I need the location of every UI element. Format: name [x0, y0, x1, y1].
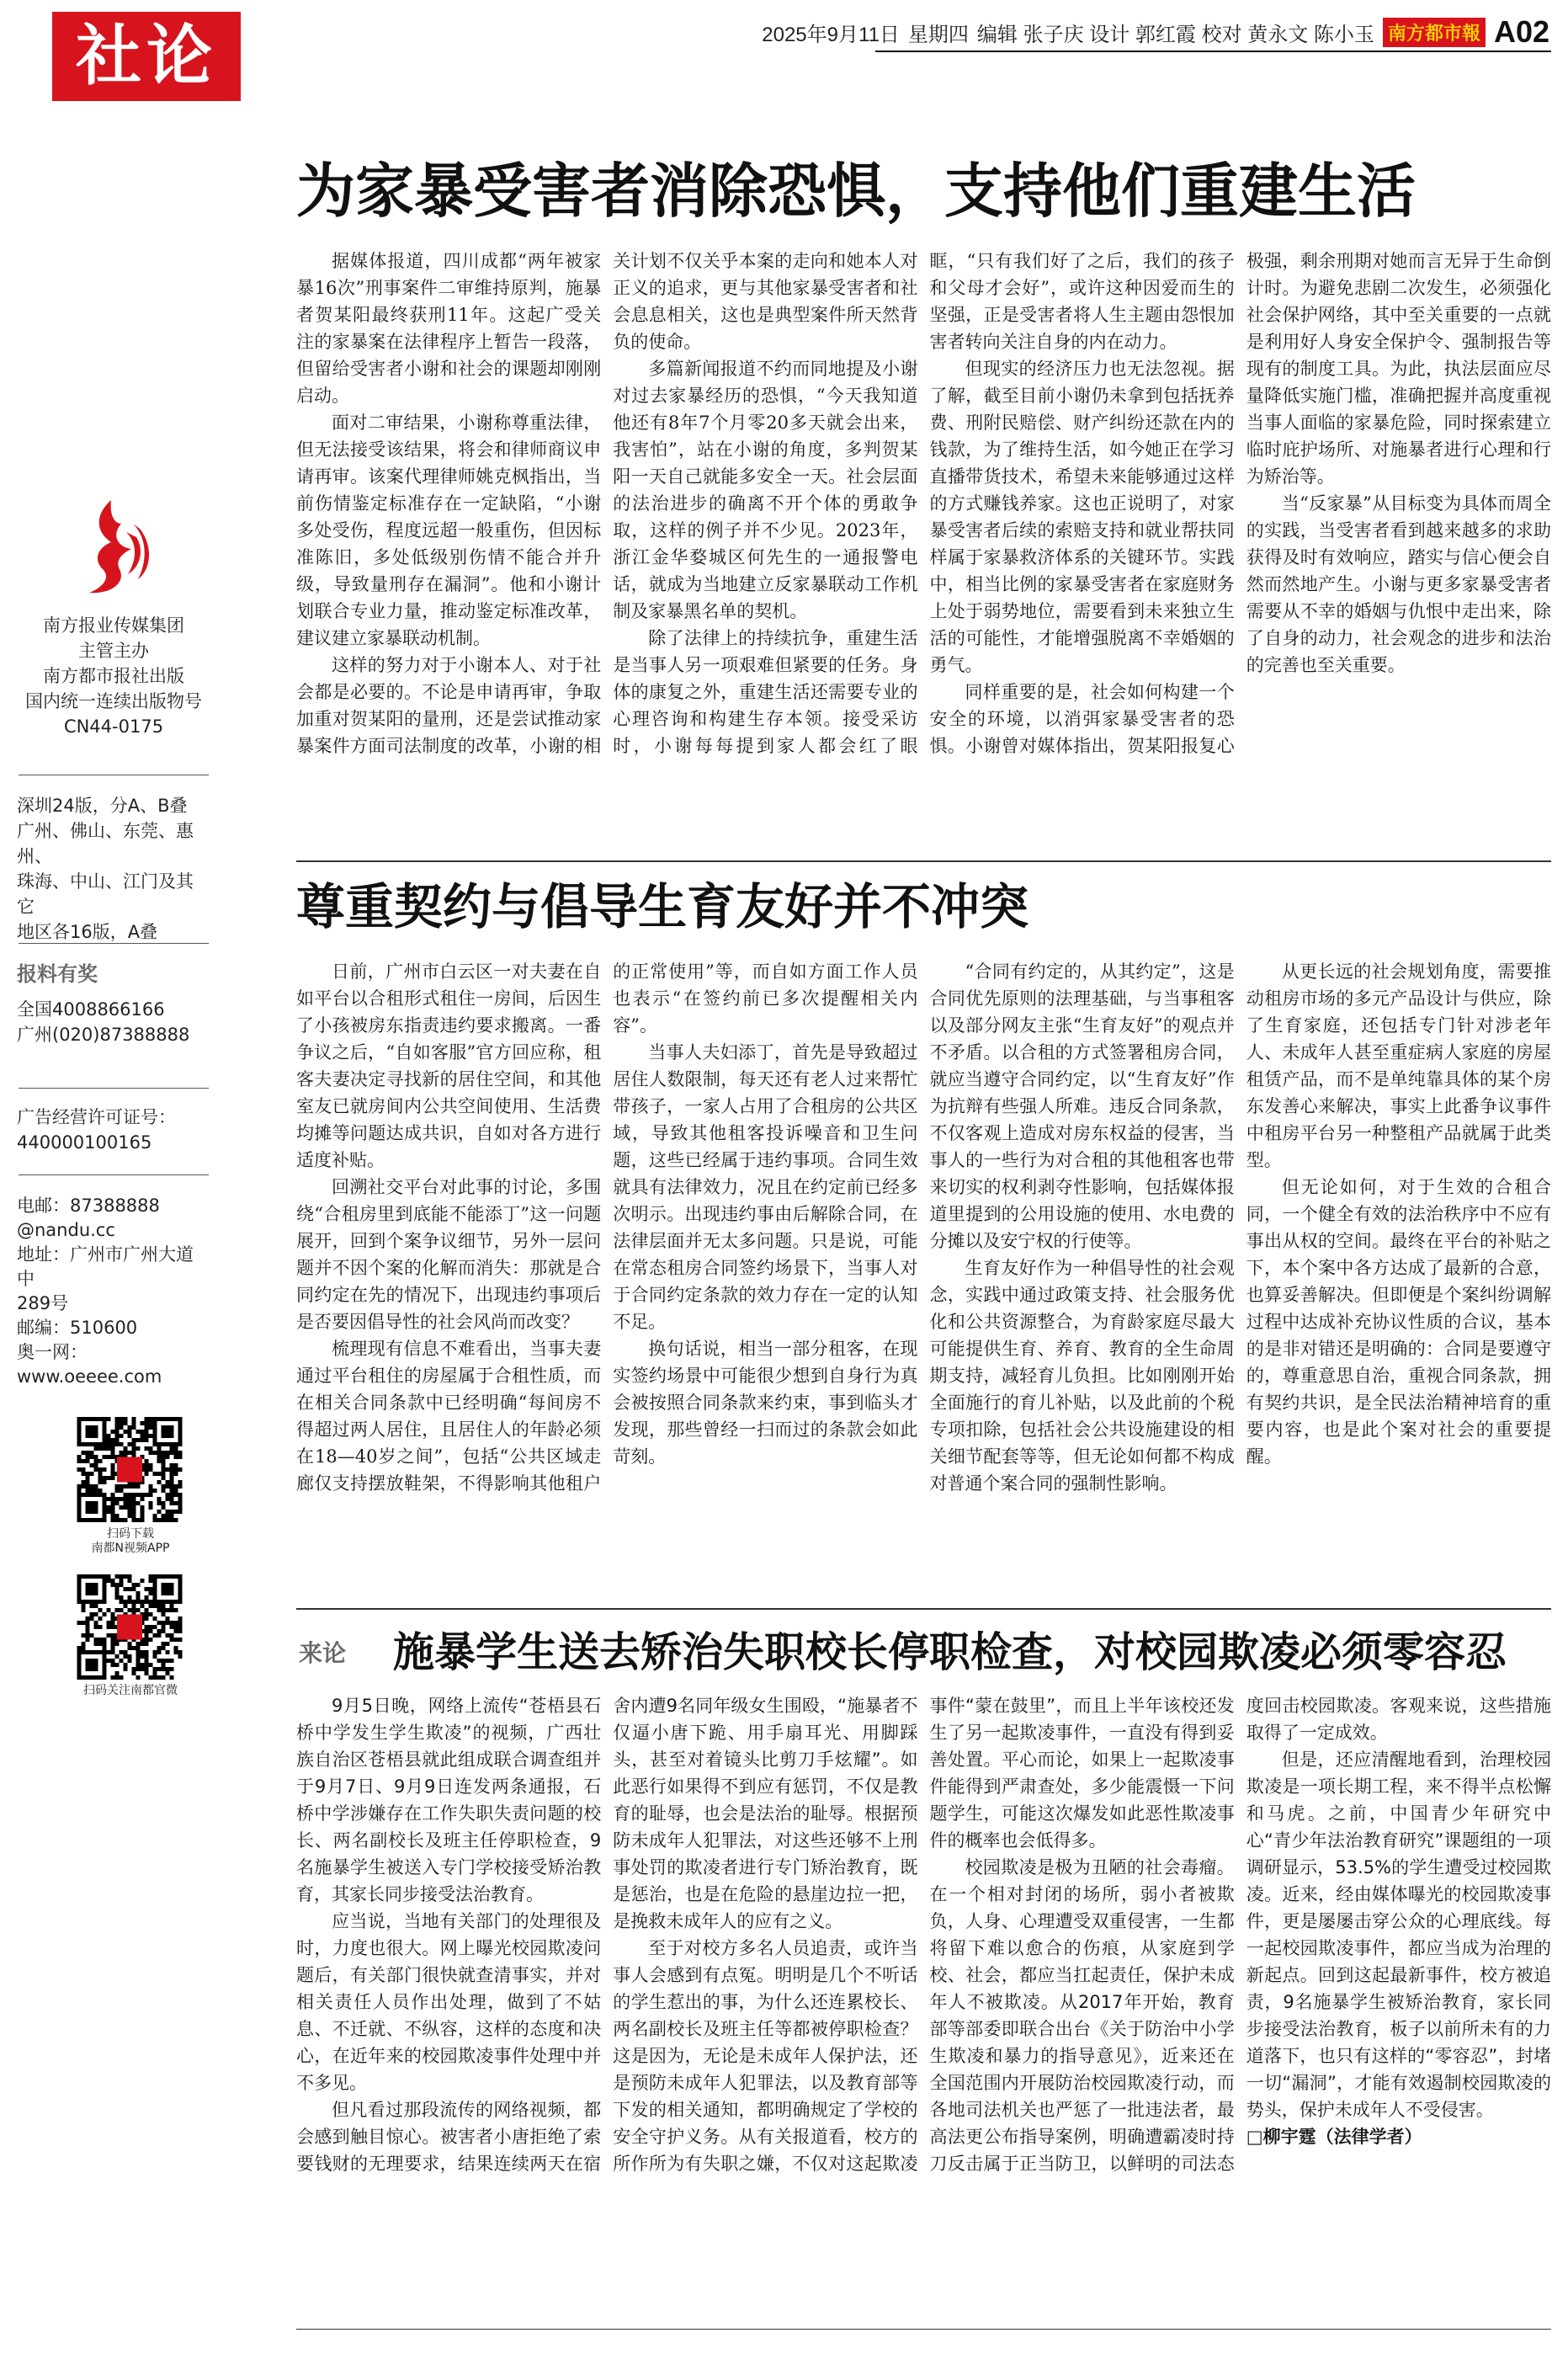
article-divider	[296, 860, 1551, 862]
contact-line: 地址：广州市广州大道中	[17, 1244, 194, 1289]
article-paragraph: 除了法律上的持续抗争，重建生活是当事人另一项艰难但紧要的任务。身体的康复之外，重建生活还需要专业的心理咨询和构建生存本领。接受采访时，小谢每每提到家人都会红了眼眶，“只有我们好了之后，我们的孩子和父母才会好”，或许这种因爱而生的坚强，正是受害者将人生主题由怨恨加害者转向关注自身的内在动力。	[613, 251, 1235, 756]
article-paragraph: 这样的努力对于小谢本人、对于社会都是必要的。不论是申请再审，争取加重对贺某阳的量刑，还是尝试推动家暴案件方面司法制度的改革，小谢的相关计划不仅关乎本案的走向和她本人对正义的追求，更与其他家暴受害者和社会息息相关，这也是典型案件所天然背负的使命。	[296, 251, 918, 756]
staff-credits: 编辑 张子庆 设计 郭红霞 校对 黄永文 陈小玉	[976, 23, 1374, 46]
article-1-title: 为家暴受害者消除恐惧，支持他们重建生活	[296, 157, 1416, 226]
article-paragraph: 梳理现有信息不难看出，当事夫妻通过平台租住的房屋属于合租性质，而在相关合同条款中已经明确“每间房不得超过两人居住，且居住人的年龄必须在18—40岁之间”，包括“公共区域走廊仅支持摆放鞋架，不得影响其他租户的正常使用”等，而自如方面工作人员也表示“在签约前已多次提醒相关内容”。	[296, 961, 918, 1494]
author-byline: □柳宇霆（法律学者）	[1246, 2127, 1422, 2147]
publisher-info	[17, 613, 210, 739]
qr-caption-line: 扫码关注南都官微	[83, 1684, 178, 1697]
header-divider	[875, 51, 1551, 52]
article-paragraph: 回溯社交平台对此事的讨论，多围绕“合租房里到底能不能添丁”这一问题展开，回到个案争议细节，另外一层问题并不因个案的化解而消失：那就是合同约定在先的情况下，出现违约事项后是否要因倡导性的社会风尚而改变？	[296, 1177, 602, 1332]
ad-license-label: 广告经营许可证号：	[17, 1107, 176, 1127]
sidebar-divider	[19, 1174, 209, 1175]
issue-weekday: 星期四	[907, 23, 969, 46]
contact-line: 289号	[17, 1293, 69, 1313]
tips-title: 报料有奖	[17, 962, 98, 986]
article-paragraph: 应当说，当地有关部门的处理很及时，力度也很大。网上曝光校园欺凌问题后，有关部门很快就查清事实，并对相关责任人员作出处理，做到了不姑息、不迁就、不纵容，这样的态度和决心，在近年来的校园欺凌事件处理中并不多见。	[296, 1911, 602, 2093]
app-qr-code	[75, 1417, 184, 1522]
tips-info	[17, 961, 210, 1047]
article-paragraph: 校园欺凌是极为丑陋的社会毒瘤。在一个相对封闭的场所，弱小者被欺负，人身、心理遭受双重侵害，一生都将留下难以愈合的伤痕，从家庭到学校、社会，都应当扛起责任，保护未成年人不被欺凌。从2017年开始，教育部等部委即联合出台《关于防治中小学生欺凌和暴力的指导意见》，近来还在全国范围内开展防治校园欺凌行动，而各地司法机关也严惩了一批违法者，最高法更公布指导案例，明确遭霸凌时持刀反击属于正当防卫，以鲜明的司法态度回击校园欺凌。客观来说，这些措施取得了一定成效。	[929, 1696, 1551, 2174]
article-paragraph: 9月5日晚，网络上流传“苍梧县石桥中学发生学生欺凌”的视频，广西壮族自治区苍梧县就此组成联合调查组并于9月7日、9月9日连发两条通报，石桥中学涉嫌存在工作失职失责问题的校长、两名副校长及班主任停职检查，9名施暴学生被送入专门学校接受矫治教育，其家长同步接受法治教育。	[296, 1696, 602, 1904]
weibo-qr-code	[75, 1574, 184, 1680]
page-number: A02	[1493, 14, 1549, 49]
article-divider	[296, 1608, 1551, 1610]
article-2-body	[296, 958, 1551, 1497]
qr-caption	[50, 1527, 210, 1556]
ad-license-info	[17, 1105, 210, 1155]
page-header-info	[762, 13, 1549, 51]
article-paragraph: 面对二审结果，小谢称尊重法律，但无法接受该结果，将会和律师商议申请再审。该案代理律师姚克枫指出，当前伤情鉴定标准存在一定缺陷，“小谢多处受伤，程度远超一般重伤，但因标准陈旧，多处低级别伤情不能合并升级，导致量刑存在漏洞”。他和小谢计划联合专业力量，推动鉴定标准改革，建议建立家暴联动机制。	[296, 413, 602, 648]
flame-logo-icon	[77, 498, 150, 598]
article-paragraph: 当“反家暴”从目标变为具体而周全的实践，当受害者看到越来越多的求助获得及时有效响应，踏实与信心便会自然而然地产生。小谢与更多家暴受害者需要从不幸的婚姻与仇恨中走出来，除了自身的动力，社会观念的进步和法治的完善也至关重要。	[1246, 493, 1551, 675]
article-paragraph: 换句话说，相当一部分租客，在现实签约场景中可能很少想到自身行为真会被按照合同条款来约束，事到临头才发现，那些曾经一扫而过的条款会如此苛刻。	[613, 1339, 918, 1467]
section-masthead: 社论	[52, 12, 241, 101]
article-paragraph: “合同有约定的，从其约定”，这是合同优先原则的法理基础，与当事租客以及部分网友主张“生育友好”的观点并不矛盾。以合租的方式签署租房合同，就应当遵守合同约定，以“生育友好”作为抗辩有些强人所难。违反合同条款，不仅客观上造成对房东权益的侵害，当事人的一些行为对合租的其他租客也带来切实的权利剥夺性影响，包括媒体报道里提到的公用设施的使用、水电费的分摊以及安宁权的行使等。	[929, 961, 1235, 1251]
serial-number: CN44-0175	[63, 716, 164, 737]
qr-caption-line: 扫码下载	[107, 1527, 154, 1541]
article-paragraph: 多篇新闻报道不约而同地提及小谢对过去家暴经历的恐惧，“今天我知道他还有8年7个月零20多天就会出来，我害怕”，站在小谢的角度，多判贺某阳一天自己就能多安全一天。社会层面的法治进步的确离不开个体的勇敢争取，这样的例子并不少见。2023年，浙江金华婺城区何先生的一通报警电话，就成为当地建立反家暴联动工作机制及家暴黑名单的契机。	[613, 359, 918, 621]
article-paragraph: 生育友好作为一种倡导性的社会观念，实践中通过政策支持、社会服务优化和公共资源整合，为育龄家庭尽最大可能提供生育、养育、教育的全生命周期支持，减轻育儿负担。比如刚刚开始全面施行的育儿补贴，以及此前的个税专项扣除，包括社会公共设施建设的相关细节配套等等，但无论如何都不构成对普通个案合同的强制性影响。	[929, 1258, 1235, 1494]
contact-line: 电邮：87388888	[17, 1196, 160, 1216]
sidebar-divider	[19, 1088, 209, 1089]
tips-phone: 全国4008866166	[17, 999, 165, 1020]
editions-info	[17, 793, 210, 945]
edition-line: 广州、佛山、东莞、惠州、	[17, 821, 194, 866]
publisher-line: 南方报业传媒集团	[43, 615, 184, 636]
publisher-line: 主管主办	[78, 641, 149, 661]
column-label: 来论	[299, 1639, 347, 1667]
article-paragraph: 至于对校方多名人员追责，或许当事人会感到有点冤。明明是几个不听话的学生惹出的事，为什么还连累校长、两名副校长及班主任等都被停职检查？这是因为，无论是未成年人保护法，还是预防未成年人犯罪法，以及教育部等下发的相关通知，都明确规定了学校的安全守护义务。从有关报道看，校方的所作所为有失职之嫌，不仅对这起欺凌事件“蒙在鼓里”，而且上半年该校还发生了另一起欺凌事件，一直没有得到妥善处置。平心而论，如果上一起欺凌事件能得到严肃查处，多少能震慑一下问题学生，可能这次爆发如此恶性欺凌事件的概率也会低得多。	[613, 1696, 1235, 2174]
page-bottom-rule	[296, 2329, 1551, 2330]
edition-line: 地区各16版，A叠	[17, 922, 158, 942]
article-paragraph: 同样重要的是，社会如何构建一个安全的环境，以消弭家暴受害者的恐惧。小谢曾对媒体指出，贺某阳报复心极强，剩余刑期对她而言无异于生命倒计时。为避免悲剧二次发生，必须强化社会保护网络，其中至关重要的一点就是利用好人身安全保护令、强制报告等现有的制度工具。为此，执法层面应尽量降低实施门槛，准确把握并高度重视当事人面临的家暴危险，同时探索建立临时庇护场所、对施暴者进行心理和行为矫治等。	[929, 251, 1551, 756]
ad-license-number: 440000100165	[17, 1132, 152, 1153]
article-3-body	[296, 1692, 1551, 2177]
qr-caption	[50, 1684, 210, 1698]
tips-phone: 广州(020)87388888	[17, 1025, 190, 1045]
qr-caption-line: 南都N视频APP	[91, 1542, 170, 1555]
article-paragraph: 从更长远的社会规划角度，需要推动租房市场的多元产品设计与供应，除了生育家庭，还包括专门针对涉老年人、未成年人甚至重症病人家庭的房屋租赁产品，而不是单纯靠具体的某个房东发善心来解决，事实上此番争议事件中租房平台另一种整租产品就属于此类型。	[1246, 961, 1551, 1170]
article-paragraph: 但无论如何，对于生效的合租合同，一个健全有效的法治秩序中不应有事出从权的空间。最终在平台的补贴之下，本个案中各方达成了最新的合意，也算妥善解决。但即便是个案纠纷调解过程中达成补充协议性质的合议，基本的是非对错还是明确的：合同是要遵守的，尊重意思自治，重视合同条款，拥有契约共识，是全民法治精神培育的重要内容，也是此个案对社会的重要提醒。	[1246, 1177, 1551, 1467]
article-paragraph: 当事人夫妇添丁，首先是导致超过居住人数限制，每天还有老人过来帮忙带孩子，一家人占用了合租房的公共区域，导致其他租客投诉噪音和卫生问题，这些已经属于违约事项。合同生效就具有法律效力，况且在约定前已经多次明示。出现违约事由后解除合同，在法律层面并无太多问题。只是说，可能在常态租房合同签约场景下，当事人对于合同约定条款的效力存在一定的认知不足。	[613, 1042, 918, 1332]
website-link[interactable]: www.oeeee.com	[17, 1366, 162, 1387]
article-paragraph: 但是，还应清醒地看到，治理校园欺凌是一项长期工程，来不得半点松懈和马虎。之前，中国青少年研究中心“青少年法治教育研究”课题组的一项调研显示，53.5%的学生遭受过校园欺凌。近来，经由媒体曝光的校园欺凌事件，更是屡屡击穿公众的心理底线。每一起校园欺凌事件，都应当成为治理的新起点。回到这起最新事件，校方被追责，9名施暴学生被矫治教育，家长同步接受法治教育，板子以前所未有的力道落下，也只有这样的“零容忍”，封堵一切“漏洞”，才能有效遏制校园欺凌的势头，保护未成年人不受侵害。	[1246, 1750, 1551, 2120]
publisher-line: 国内统一连续出版物号	[25, 691, 202, 711]
publisher-line: 南方都市报社出版	[43, 666, 184, 686]
sidebar-divider	[19, 943, 209, 944]
contact-line: 邮编：510600	[17, 1318, 138, 1338]
issue-date: 2025年9月11日	[762, 23, 900, 46]
article-paragraph: 日前，广州市白云区一对夫妻在自如平台以合租形式租住一房间，后因生了小孩被房东指责违约要求搬离。一番争议之后，“自如客服”官方回应称，租客夫妻决定寻找新的居住空间，和其他室友已就房间内公共空间使用、生活费均摊等问题达成共识，自如对各方进行适度补贴。	[296, 961, 602, 1170]
article-1-body	[296, 248, 1551, 759]
edition-line: 深圳24版，分A、B叠	[17, 796, 188, 816]
paper-logo: 南方都市報	[1383, 18, 1486, 47]
article-2-title: 尊重契约与倡导生育友好并不冲突	[296, 878, 1029, 935]
article-paragraph: 但凡看过那段流传的网络视频，都会感到触目惊心。被害者小唐拒绝了索要钱财的无理要求，结果连续两天在宿舍内遭9名同年级女生围殴，“施暴者不仅逼小唐下跪、用手扇耳光、用脚踩头，甚至对着镜头比剪刀手炫耀”。如此恶行如果得不到应有惩罚，不仅是教育的耻辱，也会是法治的耻辱。根据预防未成年人犯罪法，对这些还够不上刑事处罚的欺凌者进行专门矫治教育，既是惩治，也是在危险的悬崖边拉一把，是挽救未成年人的应有之义。	[296, 1696, 918, 2174]
contact-line: @nandu.cc	[17, 1220, 115, 1240]
article-3-title: 施暴学生送去矫治失职校长停职检查，对校园欺凌必须零容忍	[393, 1628, 1507, 1676]
article-paragraph: 据媒体报道，四川成都“两年被家暴16次”刑事案件二审维持原判，施暴者贺某阳最终获刑11年。这起广受关注的家暴案在法律程序上暂告一段落，但留给受害者小谢和社会的课题却刚刚启动。	[296, 251, 602, 406]
article-paragraph: 但现实的经济压力也无法忽视。据了解，截至目前小谢仍未拿到包括抚养费、刑附民赔偿、财产纠纷还款在内的钱款，为了维持生活，如今她正在学习直播带货技术，希望未来能够通过这样的方式赚钱养家。这也正说明了，对家暴受害者后续的索赔支持和就业帮扶同样属于家暴救济体系的关键环节。实践中，相当比例的家暴受害者在家庭财务上处于弱势地位，需要看到未来独立生活的可能性，才能增强脱离不幸婚姻的勇气。	[929, 359, 1235, 675]
contact-info	[17, 1194, 210, 1389]
contact-line: 奥一网：	[17, 1342, 88, 1362]
edition-line: 珠海、中山、江门及其它	[17, 871, 194, 917]
